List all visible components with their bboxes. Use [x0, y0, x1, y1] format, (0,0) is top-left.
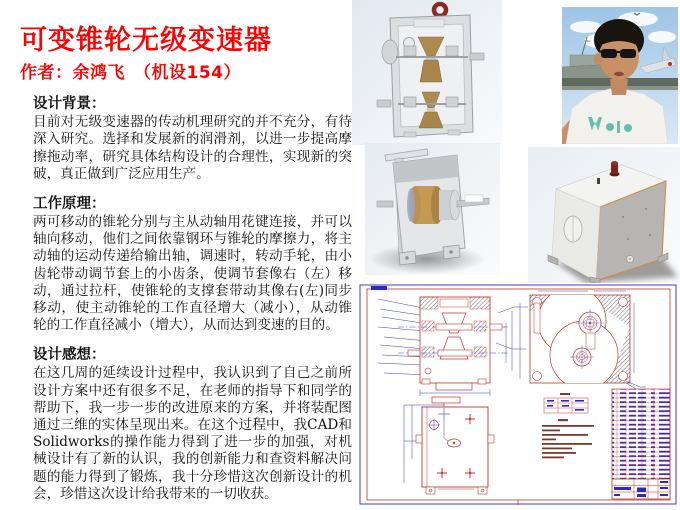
author-photo [562, 7, 678, 144]
mouth [614, 72, 624, 76]
cad-cross-section-render [352, 0, 502, 145]
section-heading-background: 设计背景： [33, 95, 106, 113]
section-heading-reflection: 设计感想： [33, 346, 106, 364]
section-body-reflection: 在这几周的延续设计过程中，我认识到了自己之前所设计方案中还有很多不足，在老师的指导下和同学的帮助下，我一步一步的改进原来的方案，并将装配图通过三维的实体呈现出来。在这个过程中，我CAD和Solidworks的操作能力得到了进一步的加强，对机械设计有了新的认识，我的创新能力和查资料解决问题的能力得到了锻炼，我十分珍惜这次创新设计的机会，珍惜这次设计给我带来的一切收获。 [33, 365, 352, 502]
text-column [20, 26, 352, 503]
assembly-drawing [358, 283, 678, 507]
section-design-background [20, 92, 352, 183]
top-knob [610, 161, 620, 176]
bom-table [612, 389, 670, 479]
ear [594, 53, 602, 65]
section-heading-principle: 工作原理： [33, 194, 106, 212]
section-body-background: 目前对无级变速器的传动机理研究的并不充分，有待深入研究。选择和发展新的润滑剂，以进一步提高摩擦拖动率，研究具体结构设计的合理性，实现新的突破，真正做到广泛应用生产。 [33, 114, 352, 182]
section-design-reflection [20, 343, 352, 503]
section-body-principle: 两可移动的锥轮分别与主从动轴用花键连接，并可以轴向移动，他们之间依靠钢环与锥轮的摩擦力，将主动轴的运动传递给输出轴，调速时，转动手轮，由小齿轮带动调节套上的小齿条，使调节套像右（左）移动，通过拉杆，使锥轮的支撑套带动其像右(左)同步移动，使主动锥轮的工作直径增大（减小），从动锥轮的工作直径减小（增大），从而达到变速的目的。 [33, 213, 352, 334]
cone-drum [407, 186, 460, 224]
sheet-label [371, 286, 387, 290]
slide-title: 可变锥轮无级变速器 [20, 25, 272, 56]
title-block [612, 479, 670, 499]
cad-closed-case-render [528, 147, 680, 285]
cad-open-case-render [365, 143, 500, 275]
author-line: 作者：余鸿飞 （机设154） [20, 63, 241, 84]
neck [610, 79, 628, 95]
section-working-principle [20, 192, 352, 334]
